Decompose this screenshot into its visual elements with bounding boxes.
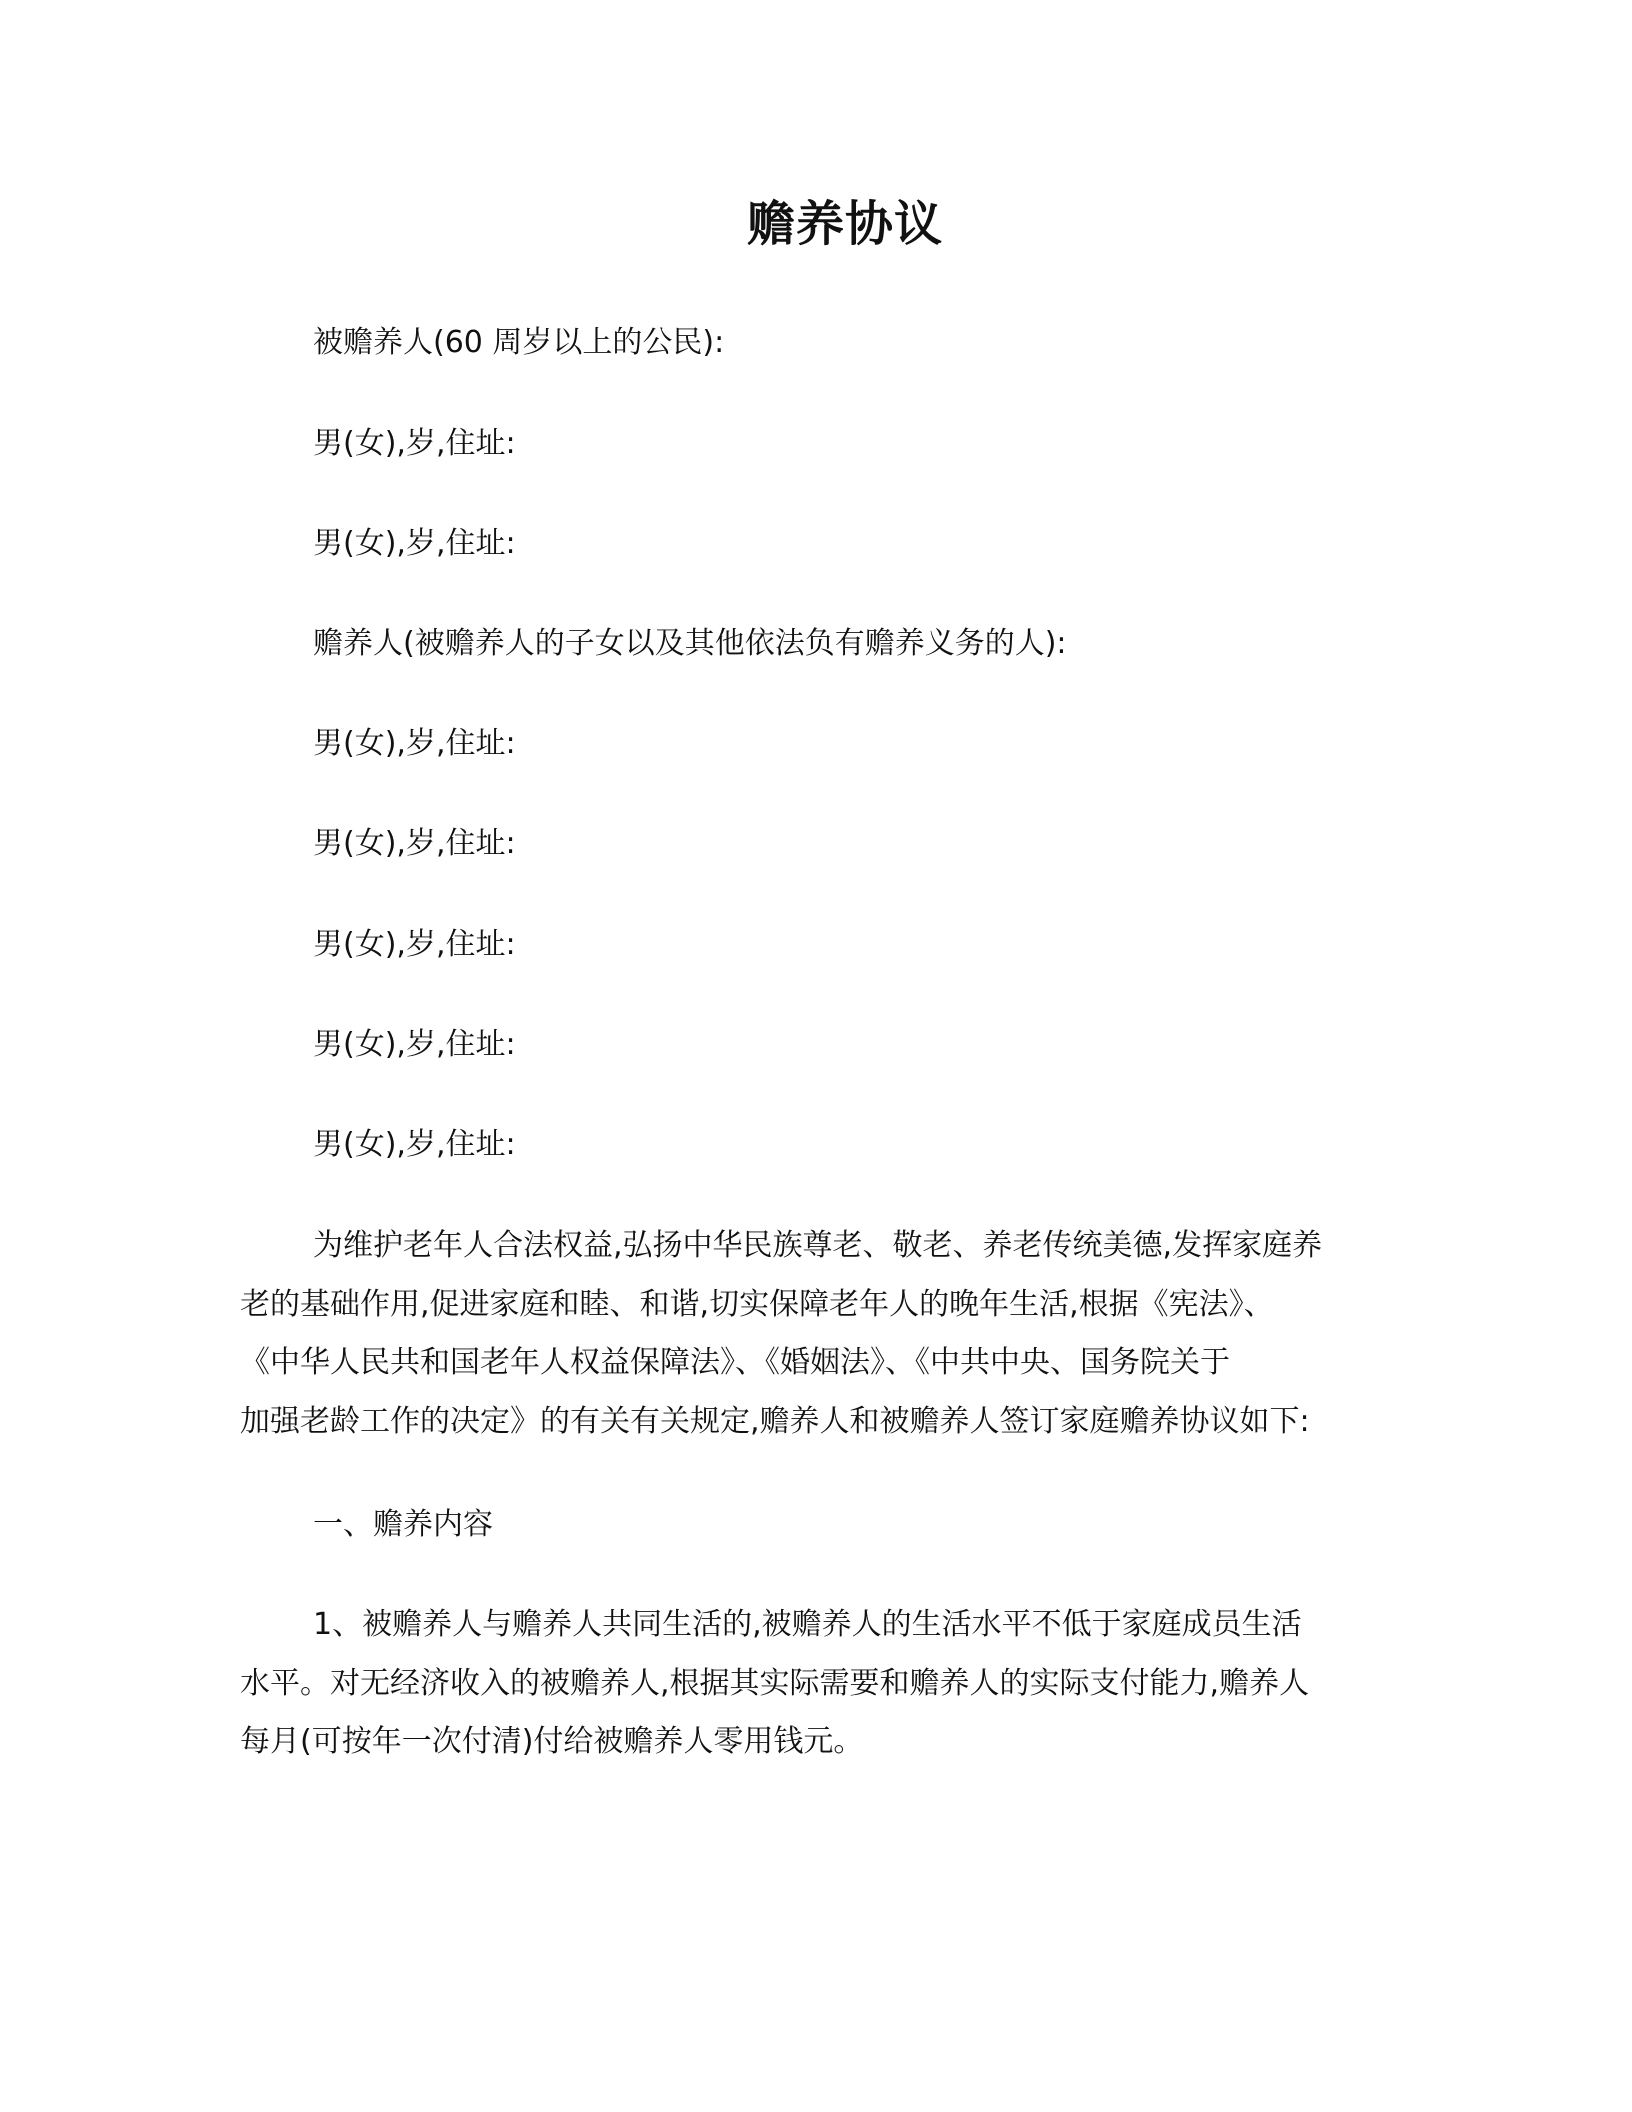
supporter-row: 男(女),岁,住址:: [313, 826, 516, 861]
supporter-row: 男(女),岁,住址:: [313, 1127, 516, 1162]
supporter-row: 男(女),岁,住址:: [313, 927, 516, 962]
preamble-line: 加强老龄工作的决定》的有关有关规定,赡养人和被赡养人签订家庭赡养协议如下:: [240, 1403, 1310, 1439]
supporter-row: 男(女),岁,住址:: [313, 1027, 516, 1062]
clause-line: 水平。对无经济收入的被赡养人,根据其实际需要和赡养人的实际支付能力,赡养人: [240, 1665, 1310, 1701]
clause-line: 1、被赡养人与赡养人共同生活的,被赡养人的生活水平不低于家庭成员生活: [313, 1607, 1302, 1642]
supported-party-header: 被赡养人(60 周岁以上的公民):: [313, 325, 725, 360]
supported-party-row: 男(女),岁,住址:: [313, 426, 516, 461]
supporter-header: 赡养人(被赡养人的子女以及其他依法负有赡养义务的人):: [313, 626, 1067, 661]
preamble-line: 《中华人民共和国老年人权益保障法》、《婚姻法》、《中共中央、国务院关于: [240, 1345, 1230, 1380]
section-heading: 一、赡养内容: [313, 1507, 493, 1542]
preamble-line: 老的基础作用,促进家庭和睦、和谐,切实保障老年人的晚年生活,根据《宪法》、: [240, 1286, 1274, 1322]
clause-line: 每月(可按年一次付清)付给被赡养人零用钱元。: [240, 1724, 864, 1759]
preamble-paragraph: [240, 1217, 1390, 1451]
preamble-line: 为维护老年人合法权益,弘扬中华民族尊老、敬老、养老传统美德,发挥家庭养: [313, 1228, 1323, 1263]
supporter-row: 男(女),岁,住址:: [313, 726, 516, 761]
supported-party-row: 男(女),岁,住址:: [313, 526, 516, 561]
document-title: 赡养协议: [746, 196, 943, 252]
clause-1-paragraph: [240, 1596, 1390, 1772]
